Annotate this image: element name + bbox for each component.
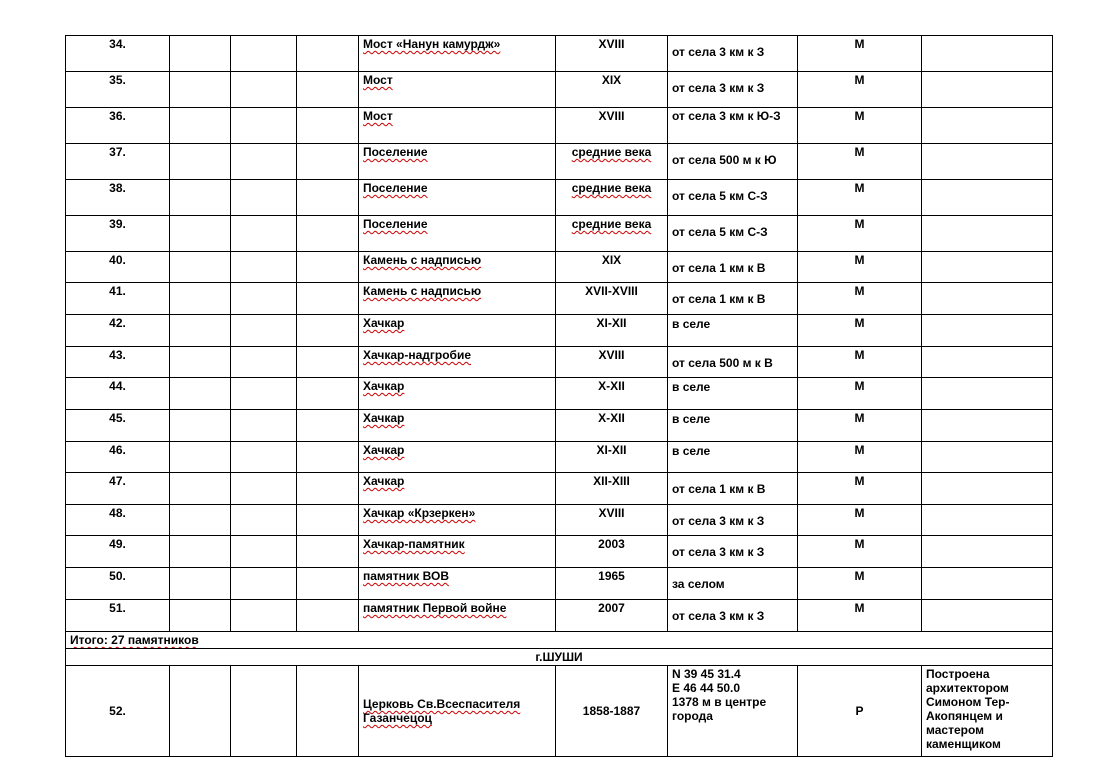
monument-location-text: от села 3 км к З: [672, 545, 765, 559]
table-row: [66, 144, 1053, 180]
empty-cell: [922, 347, 1053, 378]
monument-date-text: 1858-1887: [582, 704, 641, 718]
monument-date: [556, 315, 668, 347]
empty-cell: [922, 252, 1053, 283]
monument-date-text: XII-XIII: [593, 474, 630, 488]
empty-cell: [297, 216, 359, 252]
monument-date: [556, 216, 668, 252]
empty-cell: [170, 473, 231, 505]
monument-category-text: М: [854, 284, 865, 298]
empty-cell: [170, 72, 231, 108]
monument-category: [798, 347, 922, 378]
row-number: [66, 144, 170, 180]
monument-category-text: М: [854, 379, 865, 393]
monument-category-text: М: [854, 537, 865, 551]
empty-cell: [231, 568, 297, 600]
monument-category-text: М: [854, 506, 865, 520]
empty-cell: [922, 378, 1053, 410]
table-row: [66, 72, 1053, 108]
monument-date: [556, 536, 668, 568]
empty-cell: [170, 347, 231, 378]
row-number: [66, 252, 170, 283]
monument-category-text: М: [854, 348, 865, 362]
empty-cell: [297, 108, 359, 144]
monument-name-text: Хачкар: [363, 443, 405, 457]
monument-location: [668, 252, 798, 283]
empty-cell: [297, 473, 359, 505]
monument-category-text: М: [854, 411, 865, 425]
monument-name-text: Поселение: [363, 217, 428, 231]
empty-cell: [297, 505, 359, 536]
empty-cell: [297, 252, 359, 283]
monument-location-text: от села 5 км С-З: [672, 225, 768, 239]
monument-date-text: XVIII: [598, 37, 625, 51]
table-row: [66, 315, 1053, 347]
monument-note: [922, 666, 1053, 757]
monument-category: [798, 315, 922, 347]
city-cell: [66, 649, 1053, 666]
monument-name: [359, 568, 556, 600]
empty-cell: [170, 536, 231, 568]
monument-location: [668, 347, 798, 378]
monument-category-text: М: [854, 217, 865, 231]
monument-category: [798, 108, 922, 144]
table-row: [66, 347, 1053, 378]
row-number: [66, 315, 170, 347]
monument-name-text: Поселение: [363, 145, 428, 159]
empty-cell: [922, 568, 1053, 600]
empty-cell: [231, 442, 297, 473]
monument-date-text: средние века: [571, 217, 652, 231]
row-number: [66, 442, 170, 473]
row-number: [66, 72, 170, 108]
table-row: [66, 666, 1053, 757]
monument-name: [359, 252, 556, 283]
monument-name-text: Мост «Нанун камурдж»: [363, 37, 501, 51]
empty-cell: [231, 72, 297, 108]
monument-category-text: М: [854, 316, 865, 330]
row-number: [66, 505, 170, 536]
monument-category: [798, 473, 922, 505]
monument-category: [798, 568, 922, 600]
table-row: [66, 283, 1053, 315]
monument-date-text: X-XII: [598, 411, 625, 425]
empty-cell: [922, 410, 1053, 442]
monument-note-text: Построена архитектором Симоном Тер-Акопянцем и мастером каменщиком: [926, 667, 1010, 751]
row-number: [66, 216, 170, 252]
empty-cell: [297, 283, 359, 315]
row-number-text: 42.: [109, 316, 126, 330]
monument-date: [556, 473, 668, 505]
coord-east: E 46 44 50.0: [672, 681, 741, 695]
monument-location: [668, 144, 798, 180]
monument-category: [798, 144, 922, 180]
monument-location-text: от села 5 км С-З: [672, 189, 768, 203]
monument-location: [668, 378, 798, 410]
empty-cell: [231, 600, 297, 632]
monument-date: [556, 180, 668, 216]
monument-date-text: XI-XII: [596, 443, 627, 457]
row-number-text: 49.: [109, 537, 126, 551]
empty-cell: [170, 568, 231, 600]
empty-cell: [297, 144, 359, 180]
empty-cell: [231, 283, 297, 315]
monument-location-text: от села 3 км к З: [672, 81, 765, 95]
row-number-text: 50.: [109, 569, 126, 583]
empty-cell: [170, 180, 231, 216]
monument-date: [556, 144, 668, 180]
empty-cell: [297, 180, 359, 216]
monument-location: [668, 473, 798, 505]
total-cell: [66, 632, 1053, 649]
monument-name: [359, 216, 556, 252]
row-number: [66, 180, 170, 216]
monument-name-text: Мост: [363, 73, 393, 87]
monument-category-text: М: [854, 73, 865, 87]
monument-category: [798, 442, 922, 473]
monument-category: [798, 252, 922, 283]
monument-name-text: Мост: [363, 109, 393, 123]
empty-cell: [170, 144, 231, 180]
empty-cell: [170, 505, 231, 536]
monument-category: [798, 666, 922, 757]
row-number-text: 46.: [109, 443, 126, 457]
monument-location-text: за селом: [672, 577, 725, 591]
empty-cell: [231, 536, 297, 568]
monument-category: [798, 180, 922, 216]
empty-cell: [922, 283, 1053, 315]
row-number: [66, 568, 170, 600]
monument-category: [798, 283, 922, 315]
table-row: [66, 252, 1053, 283]
row-number-text: 39.: [109, 217, 126, 231]
monument-location-text: от села 3 км к З: [672, 45, 765, 59]
monument-name-text: Поселение: [363, 181, 428, 195]
monument-category: [798, 72, 922, 108]
monument-location: [668, 536, 798, 568]
empty-cell: [922, 473, 1053, 505]
monument-date-text: средние века: [571, 181, 652, 195]
row-number-text: 43.: [109, 348, 126, 362]
empty-cell: [231, 252, 297, 283]
monument-date-text: XVII-XVIII: [585, 284, 638, 298]
monument-location-text: от села 500 м к В: [672, 356, 773, 370]
empty-cell: [297, 666, 359, 757]
monument-category: [798, 536, 922, 568]
monument-date-text: 1965: [598, 569, 625, 583]
monument-name-text: Церковь Св.Всеспасителя Газанчецоц: [363, 697, 521, 725]
table-row: [66, 536, 1053, 568]
empty-cell: [170, 378, 231, 410]
monument-date-text: средние века: [571, 145, 652, 159]
table-row: [66, 378, 1053, 410]
monument-location: [668, 442, 798, 473]
monument-name-text: Хачкар-памятник: [363, 537, 465, 551]
monument-date-text: 2007: [598, 601, 625, 615]
monument-name-text: Хачкар «Крзеркен»: [363, 506, 476, 520]
empty-cell: [297, 410, 359, 442]
monument-category-text: М: [854, 109, 865, 123]
city-title: г.ШУШИ: [535, 650, 583, 664]
monument-name: [359, 315, 556, 347]
monument-name: [359, 378, 556, 410]
empty-cell: [231, 473, 297, 505]
monument-location: [668, 666, 798, 757]
monument-category-text: М: [854, 443, 865, 457]
total-row: [66, 632, 1053, 649]
empty-cell: [922, 536, 1053, 568]
monument-date-text: XVIII: [598, 109, 625, 123]
empty-cell: [170, 442, 231, 473]
monument-location: [668, 600, 798, 632]
monument-name-text: Хачкар: [363, 411, 405, 425]
monument-name: [359, 536, 556, 568]
table-row: [66, 180, 1053, 216]
monument-date: [556, 72, 668, 108]
monument-category-text: М: [854, 37, 865, 51]
empty-cell: [231, 410, 297, 442]
table-row: [66, 36, 1053, 72]
row-number-text: 40.: [109, 253, 126, 267]
table-row: [66, 600, 1053, 632]
monument-name: [359, 473, 556, 505]
monument-date-text: 2003: [598, 537, 625, 551]
monument-category-text: М: [854, 253, 865, 267]
monument-date: [556, 568, 668, 600]
monuments-table: [65, 35, 1053, 757]
monument-date: [556, 600, 668, 632]
table-row: [66, 505, 1053, 536]
empty-cell: [231, 378, 297, 410]
monument-location-text: от села 1 км к В: [672, 292, 766, 306]
row-number-text: 44.: [109, 379, 126, 393]
row-number: [66, 108, 170, 144]
monument-category-text: М: [854, 569, 865, 583]
monument-name: [359, 410, 556, 442]
row-number: [66, 666, 170, 757]
empty-cell: [297, 442, 359, 473]
monument-location: [668, 505, 798, 536]
row-number: [66, 283, 170, 315]
monument-location-text: в селе: [672, 444, 711, 458]
monument-date-text: X-XII: [598, 379, 625, 393]
monument-name-text: Хачкар-надгробие: [363, 348, 472, 362]
monument-location: [668, 36, 798, 72]
empty-cell: [170, 216, 231, 252]
row-number-text: 52.: [109, 704, 126, 718]
empty-cell: [170, 666, 231, 757]
empty-cell: [231, 144, 297, 180]
monument-location-text: от села 3 км к Ю-З: [672, 109, 781, 123]
monument-name: [359, 180, 556, 216]
table-row: [66, 568, 1053, 600]
monument-name: [359, 72, 556, 108]
row-number: [66, 410, 170, 442]
monument-date: [556, 505, 668, 536]
monument-date-text: XI-XII: [596, 316, 627, 330]
monument-name: [359, 347, 556, 378]
monument-location: [668, 72, 798, 108]
monument-location-text: от села 1 км к В: [672, 261, 766, 275]
monument-date: [556, 252, 668, 283]
empty-cell: [231, 347, 297, 378]
monument-location-text: в селе: [672, 317, 711, 331]
monument-category: [798, 410, 922, 442]
monument-name-text: Хачкар: [363, 474, 405, 488]
row-number: [66, 473, 170, 505]
empty-cell: [170, 252, 231, 283]
monument-category: [798, 216, 922, 252]
monument-location: [668, 568, 798, 600]
monument-location-text: от села 3 км к З: [672, 609, 765, 623]
monument-category: [798, 378, 922, 410]
empty-cell: [231, 505, 297, 536]
empty-cell: [297, 600, 359, 632]
monument-location-text: от села 1 км к В: [672, 482, 766, 496]
row-number-text: 38.: [109, 181, 126, 195]
monument-name: [359, 442, 556, 473]
monument-name-text: Камень с надписью: [363, 253, 482, 267]
table-row: [66, 473, 1053, 505]
empty-cell: [297, 72, 359, 108]
monument-name: [359, 36, 556, 72]
monument-location: [668, 216, 798, 252]
monument-name: [359, 600, 556, 632]
monument-category: [798, 600, 922, 632]
empty-cell: [297, 536, 359, 568]
monument-date: [556, 666, 668, 757]
monument-location-text: в селе: [672, 412, 711, 426]
monument-name: [359, 108, 556, 144]
monument-category-text: Р: [855, 704, 864, 718]
coord-north: N 39 45 31.4: [672, 667, 741, 681]
empty-cell: [231, 216, 297, 252]
monument-date: [556, 442, 668, 473]
monument-name: [359, 283, 556, 315]
monument-date: [556, 410, 668, 442]
table-row: [66, 216, 1053, 252]
empty-cell: [170, 283, 231, 315]
monument-location-text: от села 3 км к З: [672, 514, 765, 528]
table-body: [66, 36, 1053, 757]
empty-cell: [922, 442, 1053, 473]
monument-date: [556, 108, 668, 144]
row-number-text: 51.: [109, 601, 126, 615]
monument-name-text: Камень с надписью: [363, 284, 482, 298]
city-row: [66, 649, 1053, 666]
row-number-text: 35.: [109, 73, 126, 87]
monument-date: [556, 378, 668, 410]
monument-name-text: памятник Первой войне: [363, 601, 507, 615]
empty-cell: [297, 347, 359, 378]
row-number-text: 48.: [109, 506, 126, 520]
monument-name-text: Хачкар: [363, 379, 405, 393]
monument-location: [668, 108, 798, 144]
monument-name: [359, 666, 556, 757]
monument-date-text: XVIII: [598, 348, 625, 362]
monument-category-text: М: [854, 474, 865, 488]
empty-cell: [231, 36, 297, 72]
empty-cell: [231, 666, 297, 757]
row-number-text: 36.: [109, 109, 126, 123]
row-number: [66, 347, 170, 378]
empty-cell: [297, 568, 359, 600]
monument-location: [668, 315, 798, 347]
row-number: [66, 536, 170, 568]
monument-location-text: от села 500 м к Ю: [672, 153, 777, 167]
empty-cell: [170, 36, 231, 72]
empty-cell: [231, 180, 297, 216]
monument-category: [798, 505, 922, 536]
empty-cell: [922, 315, 1053, 347]
empty-cell: [170, 410, 231, 442]
table-row: [66, 108, 1053, 144]
monument-name: [359, 144, 556, 180]
row-number-text: 37.: [109, 145, 126, 159]
row-number-text: 45.: [109, 411, 126, 425]
monument-name: [359, 505, 556, 536]
monument-name-text: памятник ВОВ: [363, 569, 450, 583]
row-number-text: 34.: [109, 37, 126, 51]
monument-category-text: М: [854, 181, 865, 195]
row-number: [66, 36, 170, 72]
empty-cell: [922, 36, 1053, 72]
empty-cell: [170, 315, 231, 347]
empty-cell: [231, 108, 297, 144]
monument-date: [556, 347, 668, 378]
monument-date-text: XIX: [601, 73, 622, 87]
empty-cell: [170, 600, 231, 632]
monument-category-text: М: [854, 601, 865, 615]
empty-cell: [922, 144, 1053, 180]
empty-cell: [922, 216, 1053, 252]
empty-cell: [922, 600, 1053, 632]
monument-location-text: в селе: [672, 380, 711, 394]
empty-cell: [922, 505, 1053, 536]
empty-cell: [297, 378, 359, 410]
monument-location: [668, 410, 798, 442]
empty-cell: [170, 108, 231, 144]
empty-cell: [297, 315, 359, 347]
row-number: [66, 378, 170, 410]
row-number: [66, 600, 170, 632]
empty-cell: [297, 36, 359, 72]
empty-cell: [231, 315, 297, 347]
monument-location: [668, 283, 798, 315]
monument-date: [556, 36, 668, 72]
empty-cell: [922, 72, 1053, 108]
row-number-text: 47.: [109, 474, 126, 488]
monument-category-text: М: [854, 145, 865, 159]
monument-date: [556, 283, 668, 315]
monument-date-text: XVIII: [598, 506, 625, 520]
table-row: [66, 410, 1053, 442]
table-row: [66, 442, 1053, 473]
monument-location: [668, 180, 798, 216]
empty-cell: [922, 108, 1053, 144]
monument-category: [798, 36, 922, 72]
total-text: Итого: 27 памятников: [70, 633, 199, 647]
monument-date-text: XIX: [601, 253, 622, 267]
empty-cell: [922, 180, 1053, 216]
monument-name-text: Хачкар: [363, 316, 405, 330]
row-number-text: 41.: [109, 284, 126, 298]
location-text: 1378 м в центре города: [672, 695, 767, 723]
